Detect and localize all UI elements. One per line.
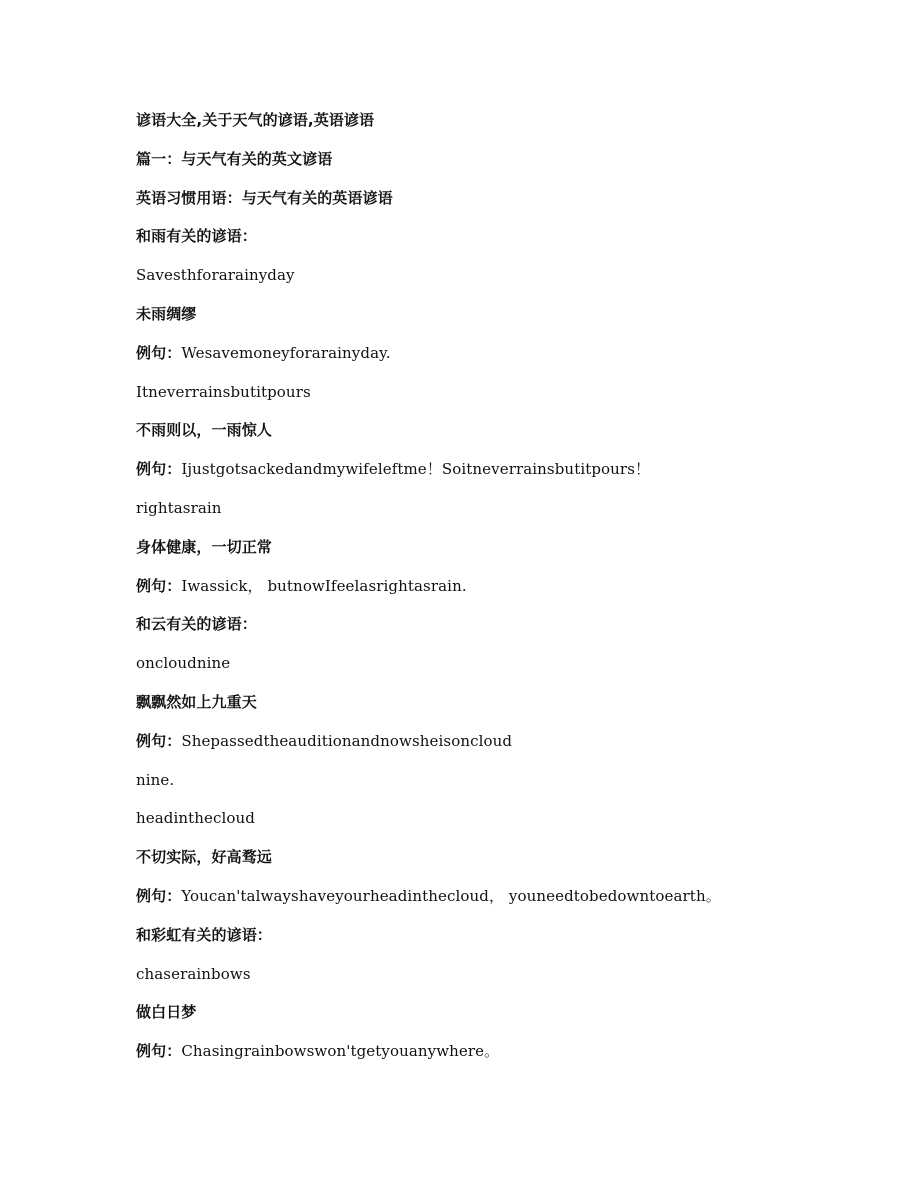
section-heading: 篇一：与天气有关的英文谚语 — [136, 149, 333, 168]
example-text: Wesavemoneyforarainyday. — [181, 343, 391, 362]
idiom-english: oncloudnine — [136, 654, 231, 673]
category-cloud-heading: 和云有关的谚语： — [136, 615, 257, 634]
example-sentence — [136, 883, 896, 922]
example-sentence — [136, 728, 896, 767]
example-label: 例句： — [136, 343, 182, 362]
example-label: 例句： — [136, 886, 182, 905]
example-text: Iwassick， butnowIfeelasrightasrain. — [181, 576, 467, 595]
idiom-english: chaserainbows — [136, 964, 251, 983]
idiom-meaning: 不雨则以，一雨惊人 — [136, 421, 272, 440]
idiom-meaning: 未雨绸缪 — [136, 304, 197, 323]
idiom-meaning: 不切实际，好高骛远 — [136, 848, 272, 867]
example-sentence — [136, 340, 896, 379]
idiom-english: Itneverrainsbutitpours — [136, 382, 311, 401]
idiom-english: Savesthforarainyday — [136, 266, 295, 285]
idiom-english: rightasrain — [136, 498, 222, 517]
document-body — [136, 107, 896, 1077]
idiom-english: headinthecloud — [136, 809, 255, 828]
category-rainbow-heading: 和彩虹有关的谚语： — [136, 925, 272, 944]
idiom-meaning: 飘飘然如上九重天 — [136, 692, 257, 711]
example-continuation: nine. — [136, 770, 175, 789]
example-text: Shepassedtheauditionandnowsheisoncloud — [181, 731, 513, 750]
category-rain-heading: 和雨有关的谚语： — [136, 227, 257, 246]
example-label: 例句： — [136, 460, 182, 479]
sub-heading: 英语习惯用语：与天气有关的英语谚语 — [136, 188, 393, 207]
example-label: 例句： — [136, 731, 182, 750]
idiom-meaning: 做白日梦 — [136, 1003, 197, 1022]
example-label: 例句： — [136, 576, 182, 595]
idiom-meaning: 身体健康，一切正常 — [136, 537, 272, 556]
example-sentence — [136, 1038, 896, 1077]
document-title: 谚语大全,关于天气的谚语,英语谚语 — [136, 111, 375, 129]
example-sentence — [136, 573, 896, 612]
example-text: Chasingrainbowswon'tgetyouanywhere。 — [181, 1042, 500, 1061]
example-label: 例句： — [136, 1042, 182, 1061]
example-text: Ijustgotsackedandmywifeleftme！Soitneverrainsbutitpours！ — [181, 460, 651, 479]
example-sentence — [136, 456, 896, 495]
example-text: Youcan'talwayshaveyourheadinthecloud， youneedtobedowntoearth。 — [181, 886, 721, 905]
